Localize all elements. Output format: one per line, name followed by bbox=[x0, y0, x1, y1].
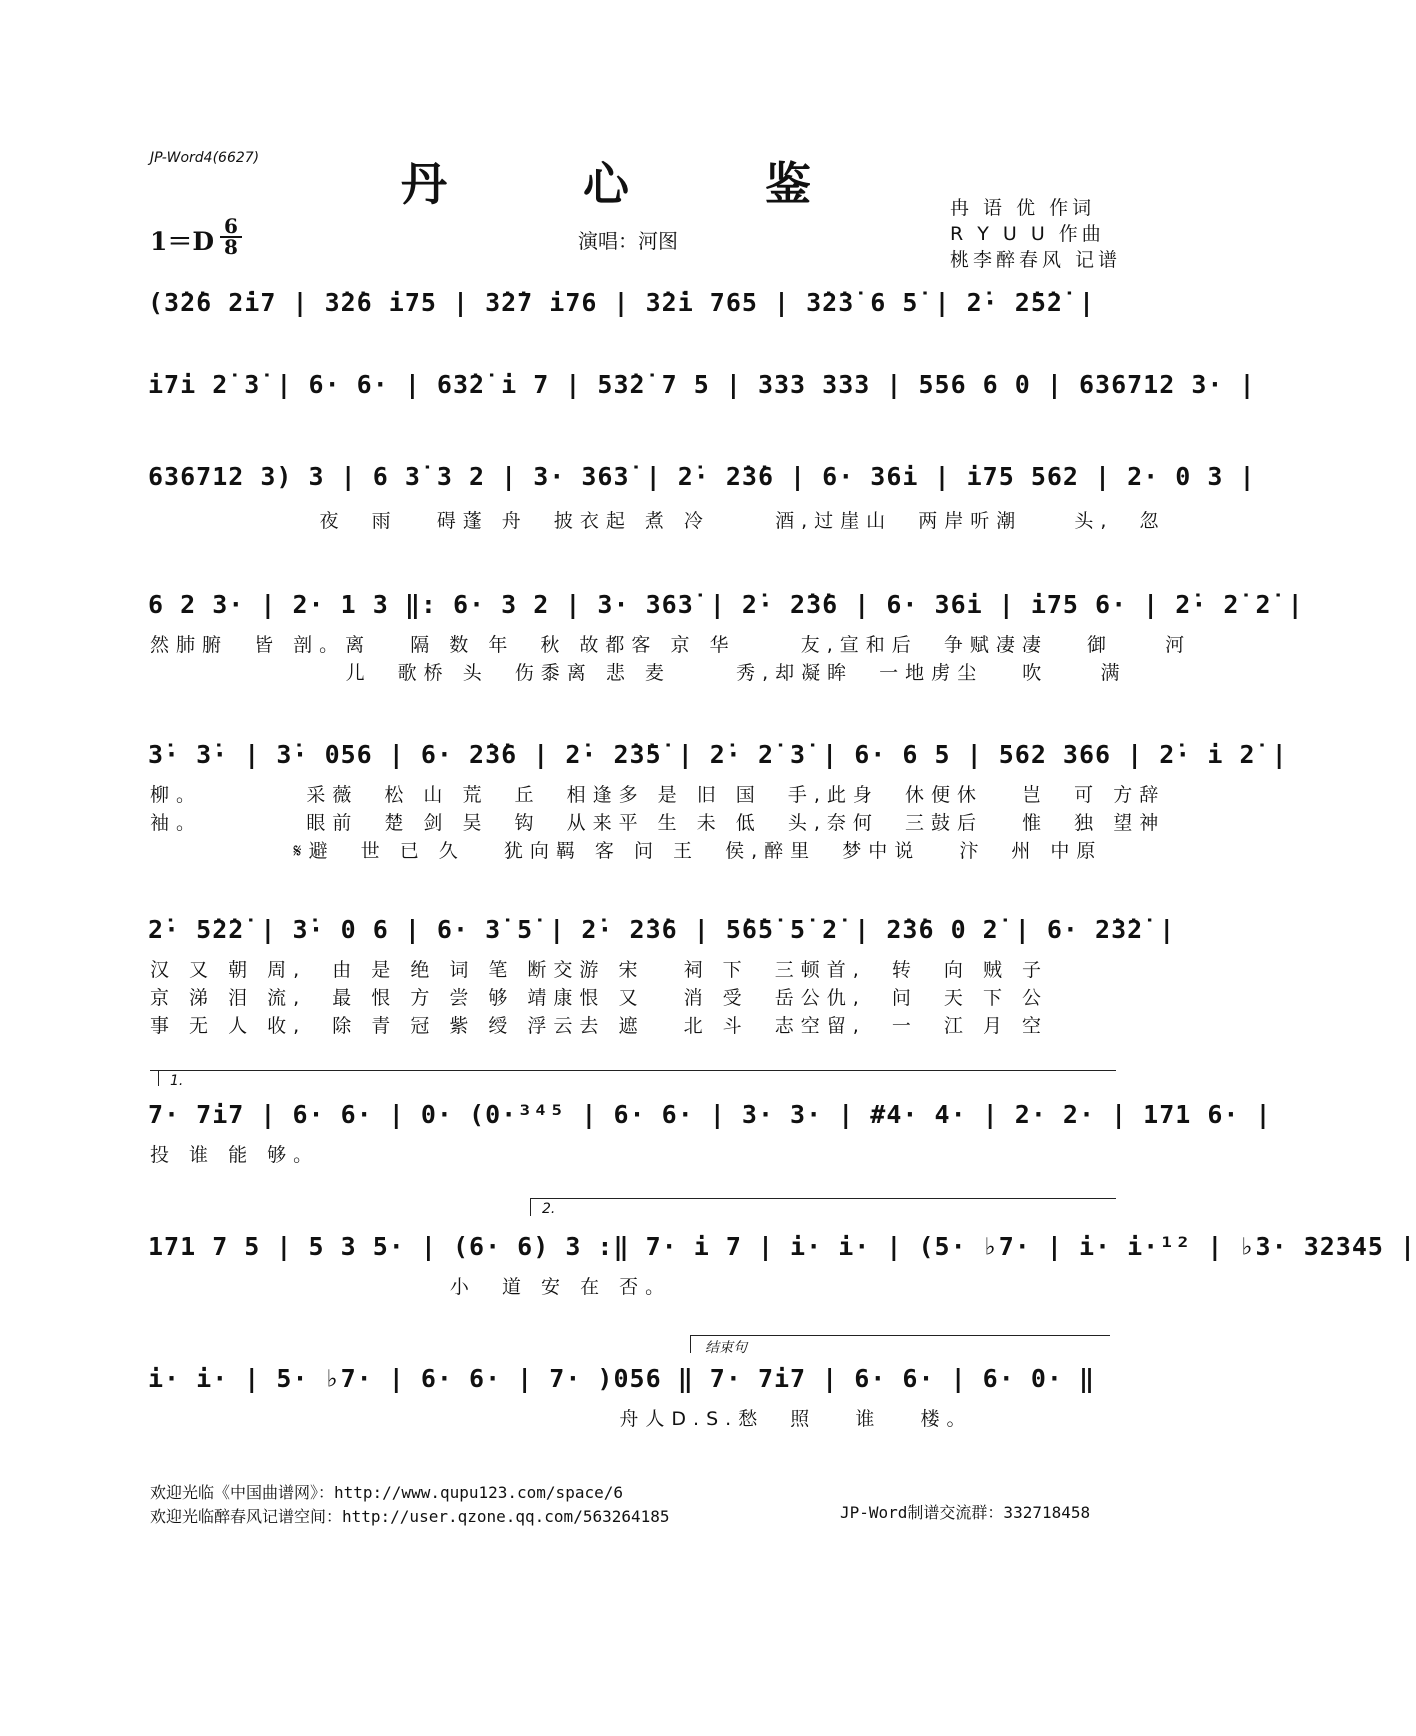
transcriber-credit: 桃李醉春风 记谱 bbox=[950, 249, 1122, 271]
score-row-8: 171 7 5 | 5 3 5· | (6· 6) 3 :‖ 7· i 7 | i· i· | (5· ♭7· | i· i·¹² | ♭3· 32345 | bbox=[148, 1232, 1416, 1261]
ending-2-bracket bbox=[530, 1198, 1116, 1199]
time-signature bbox=[220, 214, 242, 259]
coda-bracket bbox=[690, 1335, 1110, 1336]
source-label: JP-Word4(6627) bbox=[150, 150, 260, 166]
composer-credit: R Y U U 作曲 bbox=[950, 223, 1105, 245]
ending-1-label: 1. bbox=[170, 1073, 184, 1089]
lyric-row-4a: 然肺腑 皆 剖。离 隔 数 年 秋 故都客 京 华 友,宣和后 争赋凄凄 御 河 bbox=[150, 634, 1192, 656]
ending-1-bracket-edge bbox=[158, 1070, 159, 1086]
score-row-2: i7i 2̇ 3̇ | 6· 6· | 63̇2̇ i 7 | 53̇2̇ 7 5 | 333 333 | 556 6 0 | 636712 3· | bbox=[148, 370, 1256, 399]
song-title: 丹 心 鉴 bbox=[400, 157, 872, 211]
lyric-row-6b: 京 涕 泪 流, 最 恨 方 尝 够 靖康恨 又 消 受 岳公仇, 问 天 下 公 bbox=[150, 987, 1048, 1009]
lyric-row-9: 舟人D.S.愁 照 谁 楼。 bbox=[150, 1408, 973, 1430]
lyric-row-4b: 儿 歌桥 头 伤黍离 悲 麦 秀,却凝眸 一地虏尘 吹 满 bbox=[150, 662, 1127, 684]
lyric-row-7: 投 谁 能 够。 bbox=[150, 1144, 320, 1166]
lyric-row-6c: 事 无 人 收, 除 青 冠 紫 绶 浮云去 遮 北 斗 志空留, 一 江 月 空 bbox=[150, 1015, 1048, 1037]
time-top: 6 bbox=[224, 214, 238, 238]
lyric-row-8: 小 道 安 在 否。 bbox=[150, 1276, 672, 1298]
score-row-4: 6 2 3· | 2· 1 3 ‖: 6· 3 2 | 3· 363̇ | 2̇· 2̇3̇6 | 6· 36i | i75 6· | 2̇· 2̇ 2̇ | bbox=[148, 590, 1304, 619]
coda-label: 结束句 bbox=[705, 1340, 747, 1356]
lyricist-credit: 冉 语 优 作词 bbox=[950, 197, 1096, 219]
score-row-7: 7· 7i7 | 6· 6· | 0· (0·³⁴⁵ | 6· 6· | 3· 3· | #4· 4· | 2· 2· | 171 6· | bbox=[148, 1100, 1272, 1129]
key-signature: 1＝D bbox=[150, 227, 215, 256]
ending-1-bracket bbox=[150, 1070, 1116, 1071]
lyric-row-5b: 袖。 眼前 楚 剑 吴 钩 从来平 生 未 低 头,奈何 三鼓后 惟 独 望神 bbox=[150, 812, 1166, 834]
singer-label: 演唱：河图 bbox=[578, 229, 678, 253]
footer-group: JP-Word制谱交流群：332718458 bbox=[840, 1503, 1091, 1522]
lyric-row-5c: 𝄋避 世 已 久 犹向羁 客 问 王 侯,醉里 梦中说 汴 州 中原 bbox=[150, 840, 1103, 862]
ending-2-bracket-edge bbox=[530, 1198, 531, 1216]
score-row-1: (3̇2̇6 2̇i7 | 3̇2̇6 i75 | 3̇2̇7 i76 | 3̇2̇i 765 | 3̇2̇3̇ 6 5̇ | 2̇· 2̇5̇2̇ | bbox=[148, 288, 1096, 317]
score-row-6: 2̇· 5̇2̇2̇ | 3̇· 0 6 | 6· 3̇ 5̇ | 2̇· 2̇3̇6 | 5̇6̇5̇ 5̇ 2̇ | 2̇3̇6 0 2̇ | 6· 2̇3̇2̇ | bbox=[148, 915, 1176, 944]
time-bottom: 8 bbox=[224, 235, 238, 259]
lyric-row-3: 夜 雨 碍蓬 舟 披衣起 煮 冷 酒,过崖山 两岸听潮 头, 忽 bbox=[150, 510, 1166, 532]
footer-link-1[interactable]: 欢迎光临《中国曲谱网》：http://www.qupu123.com/space/6 bbox=[150, 1483, 623, 1502]
lyric-row-5a: 柳。 采薇 松 山 荒 丘 相逢多 是 旧 国 手,此身 休便休 岂 可 方辞 bbox=[150, 784, 1166, 806]
score-row-5: 3̇· 3̇· | 3̇· 056 | 6· 2̇3̇6 | 2̇· 2̇3̇5̇ | 2̇· 2̇ 3̇ | 6· 6 5 | 562 366 | 2̇· i 2̇ | bbox=[148, 740, 1288, 769]
score-row-9: i· i· | 5· ♭7· | 6· 6· | 7· )056 ‖ 7· 7i7 | 6· 6· | 6· 0· ‖ bbox=[148, 1364, 1096, 1393]
footer-link-2[interactable]: 欢迎光临醉春风记谱空间：http://user.qzone.qq.com/563264185 bbox=[150, 1507, 670, 1526]
ending-2-label: 2. bbox=[542, 1201, 556, 1217]
score-row-3: 636712 3) 3 | 6 3̇ 3 2 | 3· 363̇ | 2̇· 2̇3̇6 | 6· 36i | i75 562 | 2· 0 3 | bbox=[148, 462, 1256, 491]
coda-bracket-edge bbox=[690, 1335, 691, 1353]
lyric-row-6a: 汉 又 朝 周, 由 是 绝 词 笔 断交游 宋 祠 下 三顿首, 转 向 贼 子 bbox=[150, 959, 1048, 981]
